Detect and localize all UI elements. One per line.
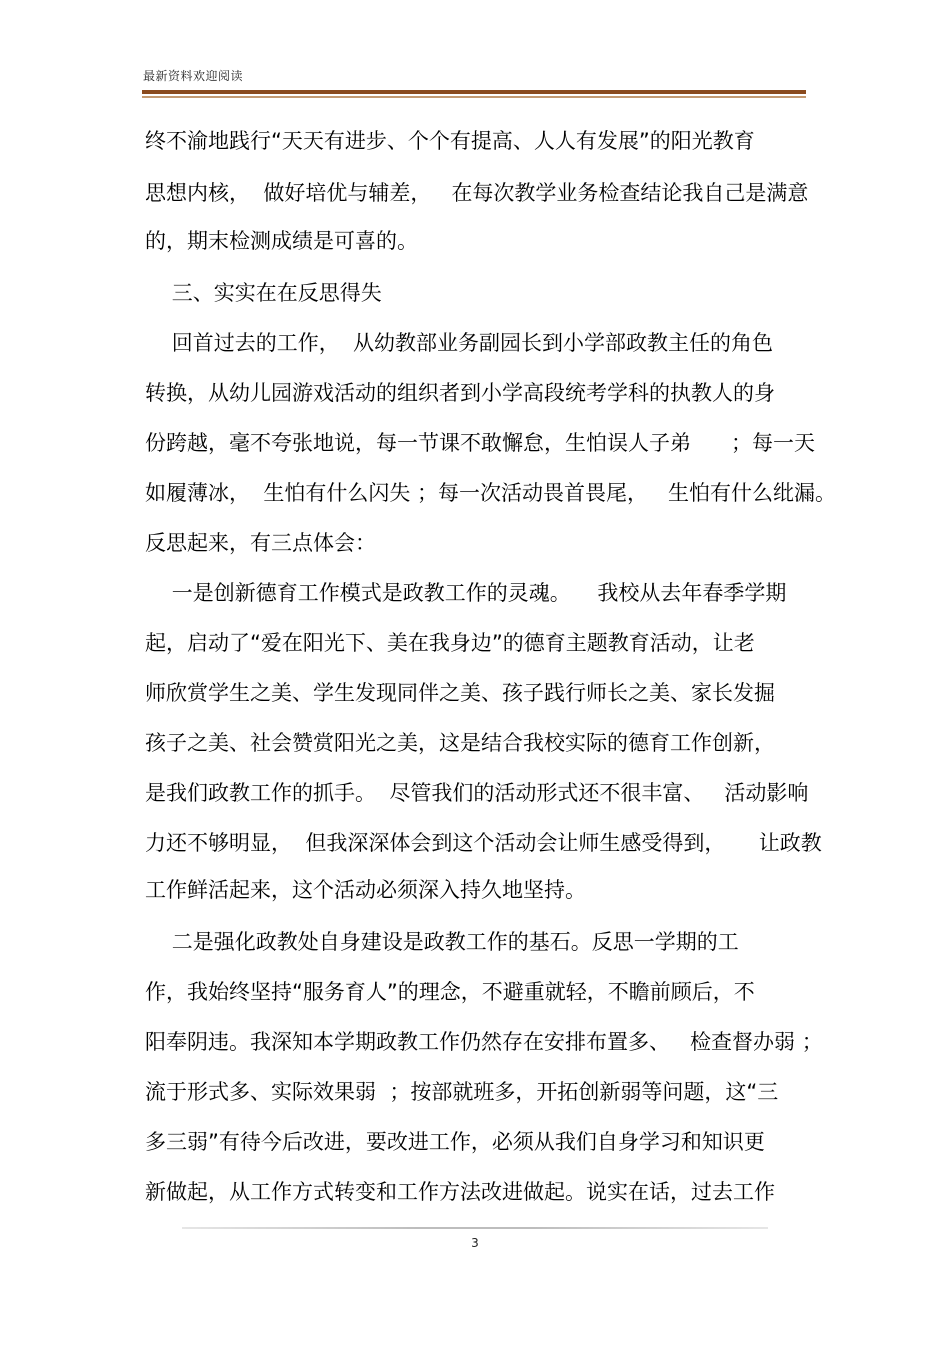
text-line: 是我们政教工作的抓手。 尽管我们的活动形式还不很丰富、 活动影响 (145, 781, 809, 805)
text-line: 作，我始终坚持“服务育人”的理念，不避重就轻，不瞻前顾后，不 (145, 980, 755, 1004)
text-line: 反思起来，有三点体会： (145, 531, 376, 555)
text-line: 流于形式多、实际效果弱 ；按部就班多，开拓创新弱等问题，这“三 (145, 1080, 779, 1104)
section-heading: 三、实实在在反思得失 (145, 281, 382, 305)
text-line: 起，启动了“爱在阳光下、美在我身边”的德育主题教育活动，让老 (145, 631, 755, 655)
text-line: 师欣赏学生之美、学生发现同伴之美、孩子践行师长之美、家长发掘 (145, 681, 775, 705)
text-line: 如履薄冰， 生怕有什么闪失 ；每一次活动畏首畏尾， 生怕有什么纰漏。 (145, 481, 837, 505)
text-line: 回首过去的工作， 从幼教部业务副园长到小学部政教主任的角色 (145, 331, 774, 355)
text-line: 新做起，从工作方式转变和工作方法改进做起。说实在话，过去工作 (145, 1180, 775, 1204)
text-line: 的，期末检测成绩是可喜的。 (145, 229, 418, 253)
text-line: 多三弱”有待今后改进，要改进工作，必须从我们自身学习和知识更 (145, 1130, 765, 1154)
text-line: 工作鲜活起来，这个活动必须深入持久地坚持。 (145, 878, 586, 902)
page-number: 3 (471, 1236, 479, 1250)
running-header: 最新资料欢迎阅读 (143, 69, 244, 83)
text-line: 孩子之美、社会赞赏阳光之美，这是结合我校实际的德育工作创新， (145, 731, 775, 755)
footer-divider (182, 1227, 768, 1229)
header-divider-thin (142, 96, 806, 98)
text-line: 一是创新德育工作模式是政教工作的灵魂。 我校从去年春季学期 (145, 581, 787, 605)
text-line: 转换，从幼儿园游戏活动的组织者到小学高段统考学科的执教人的身 (145, 381, 775, 405)
header-divider-thick (142, 90, 806, 94)
text-line: 力还不够明显， 但我深深体会到这个活动会让师生感受得到， 让政教 (145, 831, 822, 855)
text-line: 阳奉阴违。我深知本学期政教工作仍然存在安排布置多、 检查督办弱 ； (145, 1030, 823, 1054)
text-line: 二是强化政教处自身建设是政教工作的基石。反思一学期的工 (145, 930, 739, 954)
text-line: 思想内核， 做好培优与辅差， 在每次教学业务检查结论我自己是满意 (145, 181, 809, 205)
text-line: 份跨越，毫不夸张地说，每一节课不敢懈怠，生怕误人子弟 ；每一天 (145, 431, 816, 455)
text-line: 终不渝地践行“天天有进步、个个有提高、人人有发展”的阳光教育 (145, 129, 755, 153)
